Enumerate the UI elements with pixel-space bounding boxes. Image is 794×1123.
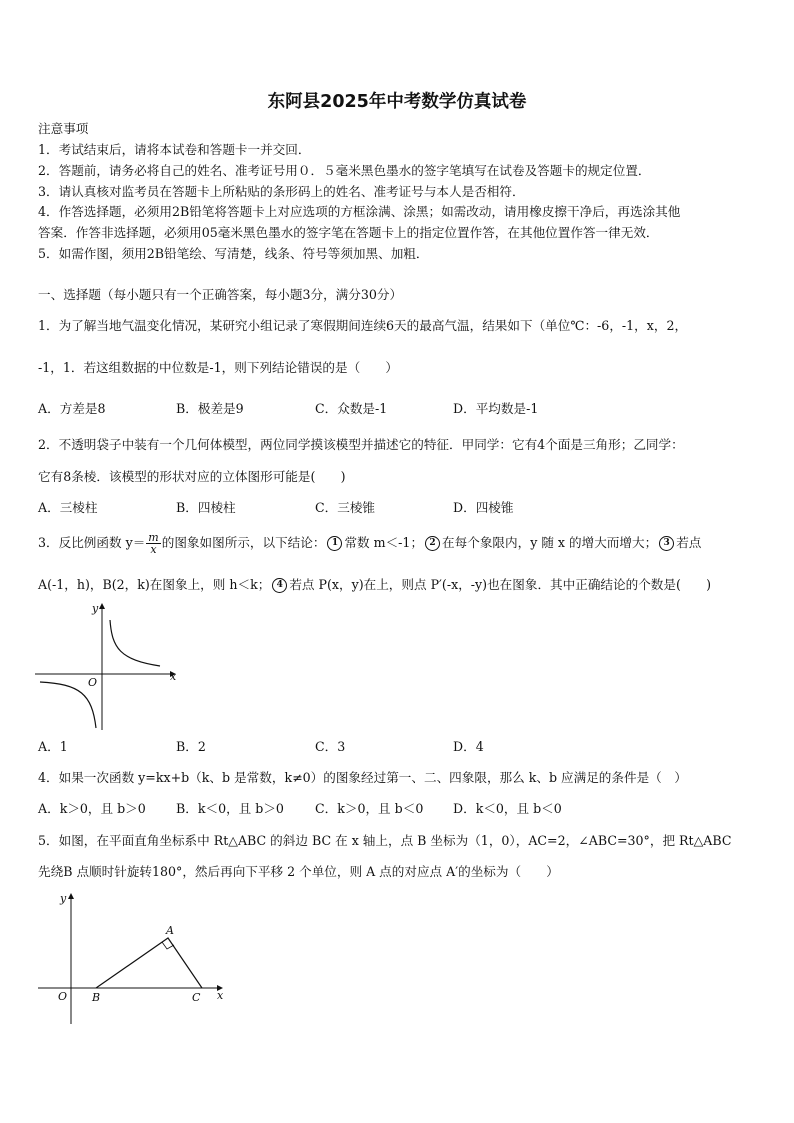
point-a-label: A bbox=[166, 924, 174, 937]
q3-post: 的图象如图所示，以下结论： bbox=[161, 535, 326, 550]
q3-line2a: A(-1，h)，B(2，k)在图象上，则 h＜k； bbox=[38, 577, 271, 592]
q1-option-b: B．极差是9 bbox=[176, 401, 244, 416]
q3-line2 bbox=[38, 577, 711, 593]
q3-fraction bbox=[146, 532, 160, 555]
q5-triangle-figure bbox=[36, 888, 236, 1028]
q3-pre: 3．反比例函数 y＝ bbox=[38, 535, 146, 550]
q3-frac-den: x bbox=[150, 543, 157, 556]
notice-item: 4．作答选择题，必须用2B铅笔将答题卡上对应选项的方框涂满、涂黑；如需改动，请用橡皮擦干净后，再选涂其他 bbox=[38, 204, 681, 219]
q3-line1 bbox=[38, 530, 701, 556]
page-title: 东阿县2025年中考数学仿真试卷 bbox=[267, 92, 527, 112]
x-axis-label: x bbox=[170, 670, 177, 683]
q1-option-c: C．众数是-1 bbox=[315, 401, 388, 416]
q1-line2: -1，1．若这组数据的中位数是-1，则下列结论错误的是（ ） bbox=[38, 360, 398, 375]
q1-line1: 1．为了解当地气温变化情况，某研究小组记录了寒假期间连续6天的最高气温，结果如下（单位℃：-6，-1，x，2， bbox=[38, 318, 688, 333]
q4-option-b: B．k＜0，且 b＞0 bbox=[176, 801, 284, 816]
origin-label: O bbox=[58, 990, 68, 1003]
notice-item: 答案．作答非选择题，必须用05毫米黑色墨水的签字笔在答题卡上的指定位置作答，在其他位置作答一律无效． bbox=[38, 225, 659, 240]
q5-line2: 先绕B 点顺时针旋转180°，然后再向下平移 2 个单位，则 A 点的对应点 A′的坐标为（ ） bbox=[38, 864, 559, 879]
q4-line1: 4．如果一次函数 y=kx+b（k、b 是常数，k≠0）的图象经过第一、二、四象限，那么 k、b 应满足的条件是（ ） bbox=[38, 770, 687, 785]
q4-option-d: D．k＜0，且 b＜0 bbox=[453, 801, 562, 816]
q3-option-d: D．4 bbox=[453, 739, 484, 754]
q3-option-b: B．2 bbox=[176, 739, 206, 754]
q2-option-d: D．四棱锥 bbox=[453, 500, 514, 515]
q4-option-c: C．k＞0，且 b＜0 bbox=[315, 801, 424, 816]
notice-item: 2．答题前，请务必将自己的姓名、准考证号用０．５毫米黑色墨水的签字笔填写在试卷及答题卡的规定位置． bbox=[38, 163, 651, 178]
right-angle-mark bbox=[162, 942, 174, 949]
q4-option-a: A．k＞0，且 b＞0 bbox=[38, 801, 146, 816]
circled-number-3: 3 bbox=[659, 536, 674, 551]
notice-item: 1．考试结束后，请将本试卷和答题卡一并交回． bbox=[38, 142, 311, 157]
point-c-label: C bbox=[192, 991, 201, 1004]
q3-line2b: 若点 P(x，y)在上，则点 P′(-x，-y)也在图象．其中正确结论的个数是( ) bbox=[289, 577, 711, 592]
q2-line2: 它有8条棱．该模型的形状对应的立体图形可能是( ) bbox=[38, 469, 346, 484]
circled-number-2: 2 bbox=[425, 536, 440, 551]
notice-item: 3．请认真核对监考员在答题卡上所粘贴的条形码上的姓名、准考证号与本人是否相符． bbox=[38, 184, 525, 199]
q3-option-a: A．1 bbox=[38, 739, 68, 754]
q3-option-c: C．3 bbox=[315, 739, 346, 754]
q1-option-d: D．平均数是-1 bbox=[453, 401, 539, 416]
q3-frac-num: m bbox=[148, 531, 159, 544]
y-axis-label: y bbox=[92, 602, 99, 615]
q2-option-c: C．三棱锥 bbox=[315, 500, 376, 515]
q2-option-b: B．四棱柱 bbox=[176, 500, 236, 515]
circled-number-4: 4 bbox=[272, 578, 287, 593]
q5-line1: 5．如图，在平面直角坐标系中 Rt△ABC 的斜边 BC 在 x 轴上，点 B 坐标为（1，0），AC=2，∠ABC=30°，把 Rt△ABC bbox=[38, 833, 732, 848]
point-b-label: B bbox=[92, 991, 101, 1004]
q3-conclusion-1: 常数 m＜-1； bbox=[344, 535, 424, 550]
q1-option-a: A．方差是8 bbox=[38, 401, 106, 416]
x-axis-label: x bbox=[217, 989, 224, 1002]
circled-number-1: 1 bbox=[327, 536, 342, 551]
q3-hyperbola-figure bbox=[30, 598, 190, 738]
hyperbola-branch-upper bbox=[110, 620, 160, 666]
section-heading: 一、选择题（每小题只有一个正确答案，每小题3分，满分30分） bbox=[38, 287, 403, 302]
origin-label: O bbox=[88, 676, 98, 689]
notice-item: 5．如需作图，须用2B铅笔绘、写清楚，线条、符号等须加黑、加粗． bbox=[38, 246, 429, 261]
triangle-abc bbox=[96, 938, 202, 988]
notice-heading: 注意事项 bbox=[38, 121, 89, 136]
q2-line1: 2．不透明袋子中装有一个几何体模型，两位同学摸该模型并描述它的特征．甲同学：它有4个面是三角形；乙同学： bbox=[38, 437, 684, 452]
q3-conclusion-2: 在每个象限内，y 随 x 的增大而增大； bbox=[442, 535, 658, 550]
q3-conclusion-3: 若点 bbox=[676, 535, 702, 550]
y-axis-label: y bbox=[60, 892, 67, 905]
q2-option-a: A．三棱柱 bbox=[38, 500, 98, 515]
